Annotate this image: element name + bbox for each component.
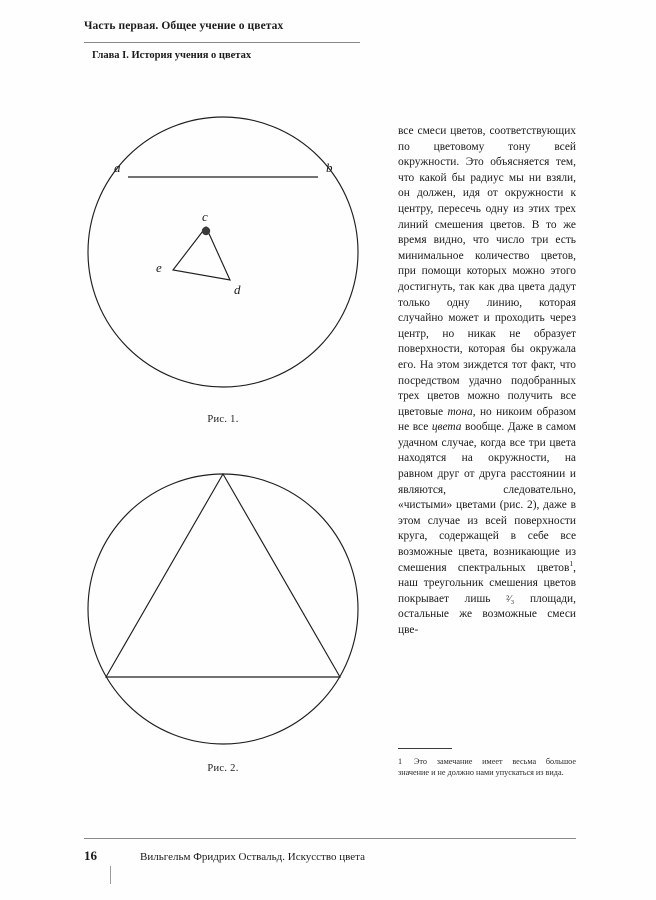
body-paragraph: все смеси цветов, соответствующих по цветовому тону всей окружности. Это объясняется тем, что какой бы радиус мы ни взяли, он должен, идя от окружности к центру, пересечь одну из этих трех линий смешения цветов. В то же время видно, что число три есть минимальное количество цветов, при помощи которых можно этого достигнуть, так как два цвета дадут только одну линию, которая случайно может и проходить через центр, но никак не образует поверхности, которая бы окружала его. На этом зиждется тот факт, что посредством удачно подобранных трех цветов можно получить все цветовые тона, но никоим образом не все цвета вообще. Даже в самом удачном случае, когда все три цвета находятся на окружности, на равном друг от друга расстоянии и являются, следовательно, «чистыми» цветами (рис. 2), даже в этом случае из всей поверхности круга, содержащей в себе все возможные цвета, возникающие из смешения спектральных цветов$^1$, наш треугольник смешения цветов покрывает лишь ²⁄₃ площади, остальные же возможные смеси цве- bbox=[398, 125, 576, 636]
figure-1-label-c: c bbox=[202, 209, 208, 224]
footnote bbox=[398, 756, 576, 779]
figure-2-graphic bbox=[78, 459, 368, 759]
body-text bbox=[398, 124, 576, 639]
figure-2 bbox=[78, 459, 368, 774]
figure-1-label-a: a bbox=[114, 160, 121, 175]
figure-1-caption: Рис. 1. bbox=[207, 414, 239, 425]
edge-mark bbox=[110, 866, 111, 884]
chapter-title: Глава I. История учения о цветах bbox=[92, 50, 252, 61]
figure-1-label-e: e bbox=[156, 260, 162, 275]
figure-1-label-b: b bbox=[326, 160, 333, 175]
figure-1-label-d: d bbox=[234, 282, 241, 297]
figure-column bbox=[78, 100, 368, 774]
footer-title: Вильгельм Фридрих Оствальд. Искусство цвета bbox=[140, 851, 365, 863]
footnote-rule bbox=[398, 748, 452, 749]
figure-1 bbox=[78, 100, 368, 425]
footnote-marker: 1 bbox=[398, 757, 403, 766]
page-number: 16 bbox=[84, 848, 97, 863]
header-rule bbox=[84, 42, 360, 43]
figure-2-caption: Рис. 2. bbox=[207, 763, 239, 774]
footnote-text: Это замечание имеет весьма большое значение и не должно нами упускаться из вида. bbox=[398, 757, 576, 778]
footer-rule bbox=[84, 838, 576, 839]
running-head: Часть первая. Общее учение о цветах bbox=[84, 20, 284, 32]
figure-1-graphic bbox=[78, 100, 368, 410]
